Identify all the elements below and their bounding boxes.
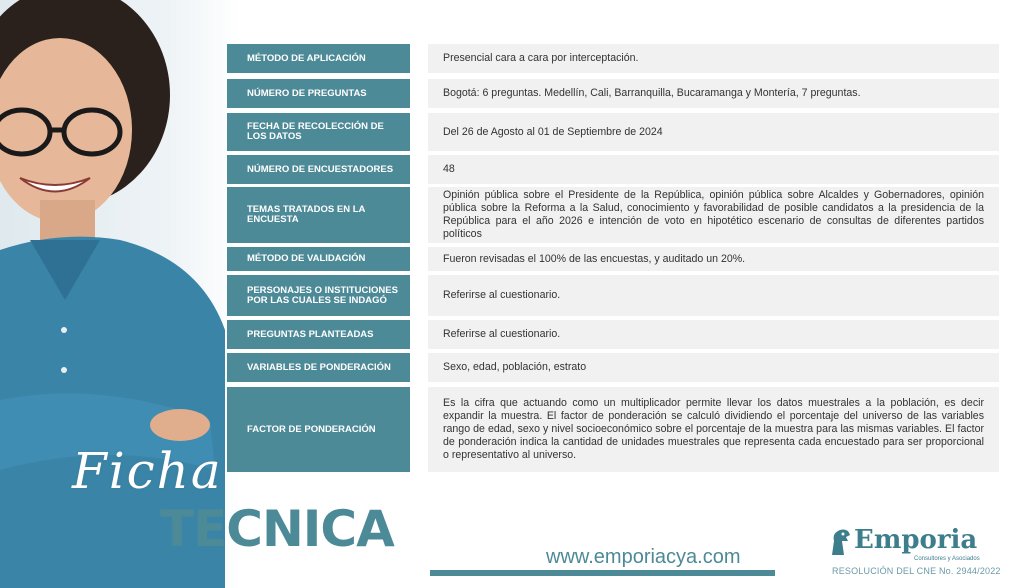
row-label: FECHA DE RECOLECCIÓN DE LOS DATOS (227, 113, 410, 151)
row-value: Es la cifra que actuando como un multiplicador permite llevar los datos muestrales a la población, es decir expandir la muestra. El factor de ponderación se calculó dividiendo el porcentaje del universo de las variables rango de edad, sexo y nivel socioeconómico sobre el porcentaje de la muestra para las mismas variables. El factor de ponderación indica la cantidad de unidades muestrales que representa cada encuestado para ser proporcional o representativo al universo. (428, 387, 999, 472)
row-label: PERSONAJES O INSTITUCIONES POR LAS CUALES SE INDAGÓ (227, 275, 410, 316)
table-row (227, 247, 999, 271)
logo-name: Emporia (854, 525, 978, 555)
row-value: Opinión pública sobre el Presidente de la República, opinión pública sobre Alcaldes y Gobernadores, opinión pública sobre la Reforma a la Salud, conocimiento y favorabilidad de posible candidatos a la presidencia de la República para el año 2026 e intención de voto en hipotético escenario de consultas de diferentes partidos políticos (428, 187, 999, 243)
table-row (227, 79, 999, 108)
row-label: VARIABLES DE PONDERACIÓN (227, 353, 410, 382)
row-label: MÉTODO DE VALIDACIÓN (227, 247, 410, 271)
table-row (227, 44, 999, 73)
row-value: Fueron revisadas el 100% de las encuestas, y auditado un 20%. (428, 247, 999, 271)
title-script: Ficha (72, 442, 223, 500)
row-value: 48 (428, 155, 999, 184)
row-value: Bogotá: 6 preguntas. Medellín, Cali, Barranquilla, Bucaramanga y Montería, 7 preguntas. (428, 79, 999, 108)
table-row (227, 113, 999, 151)
table-row (227, 275, 999, 316)
logo-subtitle: Consultores y Asociados (914, 556, 980, 562)
row-value: Sexo, edad, población, estrato (428, 353, 999, 382)
cne-resolution: RESOLUCIÓN DEL CNE No. 2944/2022 (832, 566, 1001, 576)
row-label: NÚMERO DE ENCUESTADORES (227, 155, 410, 184)
row-value: Presencial cara a cara por interceptación. (428, 44, 999, 73)
row-label: MÉTODO DE APLICACIÓN (227, 44, 410, 73)
title-main: TECNICA (160, 500, 394, 558)
row-label: TEMAS TRATADOS EN LA ENCUESTA (227, 187, 410, 243)
row-value: Referirse al cuestionario. (428, 320, 999, 349)
table-row (227, 320, 999, 349)
row-label: PREGUNTAS PLANTEADAS (227, 320, 410, 349)
row-value: Del 26 de Agosto al 01 de Septiembre de 2024 (428, 113, 999, 151)
row-label: FACTOR DE PONDERACIÓN (227, 387, 410, 472)
emporia-logo (828, 525, 1008, 580)
table-row (227, 155, 999, 184)
table-row (227, 387, 999, 472)
table-row (227, 187, 999, 243)
horse-logo-icon (828, 527, 852, 557)
table-row (227, 353, 999, 382)
row-label: NÚMERO DE PREGUNTAS (227, 79, 410, 108)
footer-bar (430, 570, 775, 576)
website-link[interactable]: www.emporiacya.com (546, 546, 741, 568)
row-value: Referirse al cuestionario. (428, 275, 999, 316)
